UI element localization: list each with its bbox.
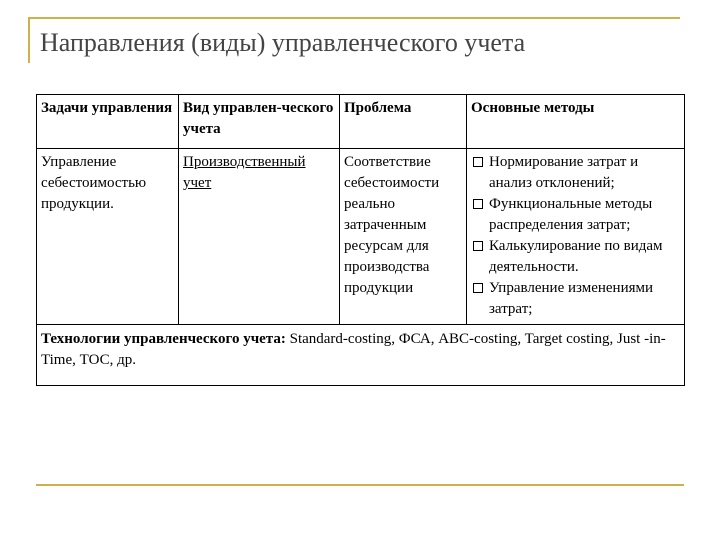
- list-item: [471, 152, 680, 194]
- top-accent-line: [28, 17, 680, 19]
- header-problem: Проблема: [340, 95, 467, 149]
- bottom-accent-line: [36, 484, 684, 486]
- cell-problem: Соответствие себестоимости реально затраченным ресурсам для производства продукции: [340, 149, 467, 325]
- method-text: Калькулирование по видам деятельности.: [489, 238, 663, 275]
- directions-table: [36, 94, 685, 386]
- cell-task: Управление себестоимостью продукции.: [37, 149, 179, 325]
- table-row: [37, 149, 685, 325]
- checkbox-bullet-icon: [473, 157, 483, 167]
- table-header-row: [37, 95, 685, 149]
- header-tasks: Задачи управления: [37, 95, 179, 149]
- list-item: [471, 194, 680, 236]
- method-text: Нормирование затрат и анализ отклонений;: [489, 154, 639, 191]
- checkbox-bullet-icon: [473, 283, 483, 293]
- list-item: [471, 278, 680, 320]
- technologies-cell: [37, 325, 685, 386]
- methods-list: [471, 152, 680, 320]
- list-item: [471, 236, 680, 278]
- cell-methods: [467, 149, 685, 325]
- page-title: Направления (виды) управленческого учета: [40, 28, 526, 57]
- accounting-type-link: Производственный учет: [183, 154, 306, 191]
- checkbox-bullet-icon: [473, 241, 483, 251]
- checkbox-bullet-icon: [473, 199, 483, 209]
- header-methods: Основные методы: [467, 95, 685, 149]
- technologies-row: [37, 325, 685, 386]
- technologies-value: Standard-costing, ФСА, АВС-costing, Target costing, Just -in-Time, ТОС, др.: [41, 331, 666, 368]
- cell-accounting-type: [179, 149, 340, 325]
- left-accent-line: [28, 17, 30, 63]
- technologies-label: Технологии управленческого учета:: [41, 331, 286, 347]
- header-accounting-type: Вид управлен-ческого учета: [179, 95, 340, 149]
- method-text: Функциональные методы распределения затрат;: [489, 196, 653, 233]
- method-text: Управление изменениями затрат;: [489, 280, 654, 317]
